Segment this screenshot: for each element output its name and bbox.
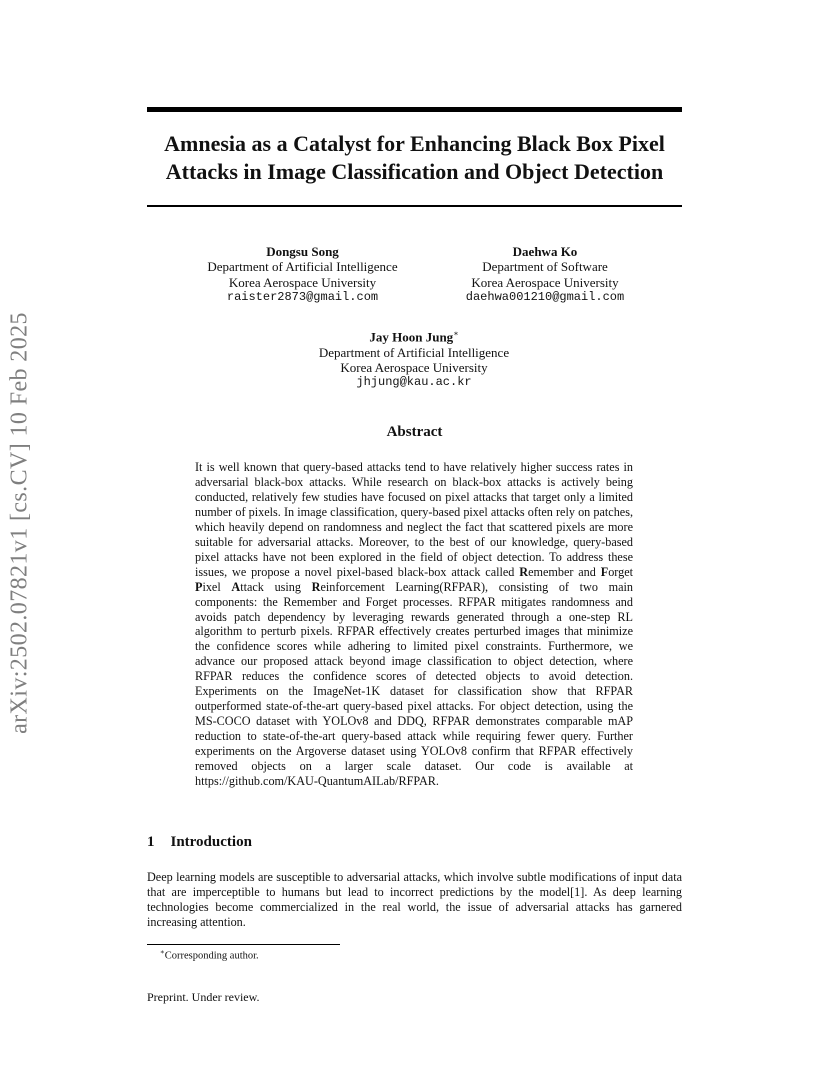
title-line-2: Attacks in Image Classification and Object Detection: [165, 159, 664, 184]
corresponding-mark: ∗: [453, 329, 459, 338]
author-university: Korea Aerospace University: [228, 274, 377, 290]
author-university: Korea Aerospace University: [340, 359, 488, 375]
author-department: Department of Artificial Intelligence: [318, 344, 510, 360]
section-number: 1: [147, 834, 155, 850]
section-heading-introduction: [147, 834, 252, 851]
abstract-bold-letter: A: [231, 579, 241, 594]
author-name-text: Jay Hoon Jung: [369, 329, 454, 345]
footnote-text: Corresponding author.: [164, 950, 259, 962]
author-name: Dongsu Song: [266, 244, 339, 259]
abstract-bold-letter: R: [519, 564, 529, 579]
paper-title: [147, 130, 682, 186]
author-email: daehwa001210@gmail.com: [465, 289, 625, 304]
author-email: raister2873@gmail.com: [226, 289, 379, 304]
author-block-3: [290, 326, 538, 391]
author-email: jhjung@kau.ac.kr: [356, 375, 472, 390]
abstract-text: [195, 460, 633, 789]
footnote-mark: ∗: [160, 948, 165, 956]
introduction-paragraph: Deep learning models are susceptible to adversarial attacks, which involve subtle modifications of input data that are imperceptible to humans but lead to incorrect predictions by the model[1]. As deep learning technologies become commercialized in the real world, the issue of adversarial attacks has garnered increasing attention.: [147, 870, 682, 929]
author-name: [290, 326, 538, 345]
abstract-bold-letter: F: [600, 564, 609, 579]
arxiv-identifier-text: arXiv:2502.07821v1 [cs.CV] 10 Feb 2025: [6, 312, 33, 734]
footnote: [160, 948, 259, 962]
abstract-segment: emember and: [528, 564, 601, 579]
author-department: Department of Artificial Intelligence: [207, 259, 398, 275]
section-title: Introduction: [170, 834, 252, 850]
author-university: Korea Aerospace University: [471, 274, 619, 290]
preprint-notice: Preprint. Under review.: [147, 990, 260, 1004]
abstract-segment: einforcement Learning(RFPAR), consisting of two main components: the Remember and Forget processes. RFPAR mitigates randomness and avoids patch dependency by leveraging rewards generated through a one-step RL algorithm to perturb pixels. RFPAR effectively creates perturbed images that minimize the confidence scores while adhering to limited pixel constraints. Furthermore, we advance our proposed attack beyond image classification to object detection, where RFPAR reduces the confidence scores of detected objects to avoid detection. Experiments on the ImageNet-1K dataset for classification show that RFPAR outperformed state-of-the-art query-based pixel attacks. For object detection, using the MS-COCO dataset with YOLOv8 and DDQ, RFPAR demonstrates comparable mAP reduction to state-of-the-art query-based attack while requiring fewer query. Further experiments on the Argoverse dataset using YOLOv8 confirm that RFPAR effectively removed objects on a larger scale dataset. Our code is available at https://github.com/KAU-QuantumAILab/RFPAR.: [195, 579, 633, 789]
author-department: Department of Software: [482, 259, 608, 275]
abstract-bold-letter: P: [195, 579, 203, 594]
title-top-rule: [147, 107, 682, 112]
author-block-2: [455, 244, 635, 305]
footnote-rule: [147, 944, 340, 945]
abstract-bold-letter: R: [311, 579, 321, 594]
author-name: Daehwa Ko: [512, 244, 578, 259]
author-block-1: [190, 244, 415, 305]
abstract-segment: ttack using: [240, 579, 312, 594]
abstract-heading: Abstract: [386, 424, 443, 440]
title-line-1: Amnesia as a Catalyst for Enhancing Black Box Pixel: [164, 131, 665, 156]
abstract-segment: It is well known that query-based attacks tend to have relatively higher success rates in adversarial black-box attacks. While research on black-box attacks is actively being conducted, relatively few studies have focused on pixel attacks that target only a limited number of pixels. In image classification, query-based pixel attacks often rely on patches, which heavily depend on randomness and neglect the fact that scattered pixels are more suitable for adversarial attacks. Moreover, to the best of our knowledge, query-based pixel attacks have not been explored in the field of object detection. To address these issues, we propose a novel pixel-based black-box attack called: [195, 460, 633, 579]
title-bottom-rule: [147, 205, 682, 207]
abstract-segment: orget: [608, 564, 634, 579]
abstract-segment: ixel: [202, 579, 232, 594]
